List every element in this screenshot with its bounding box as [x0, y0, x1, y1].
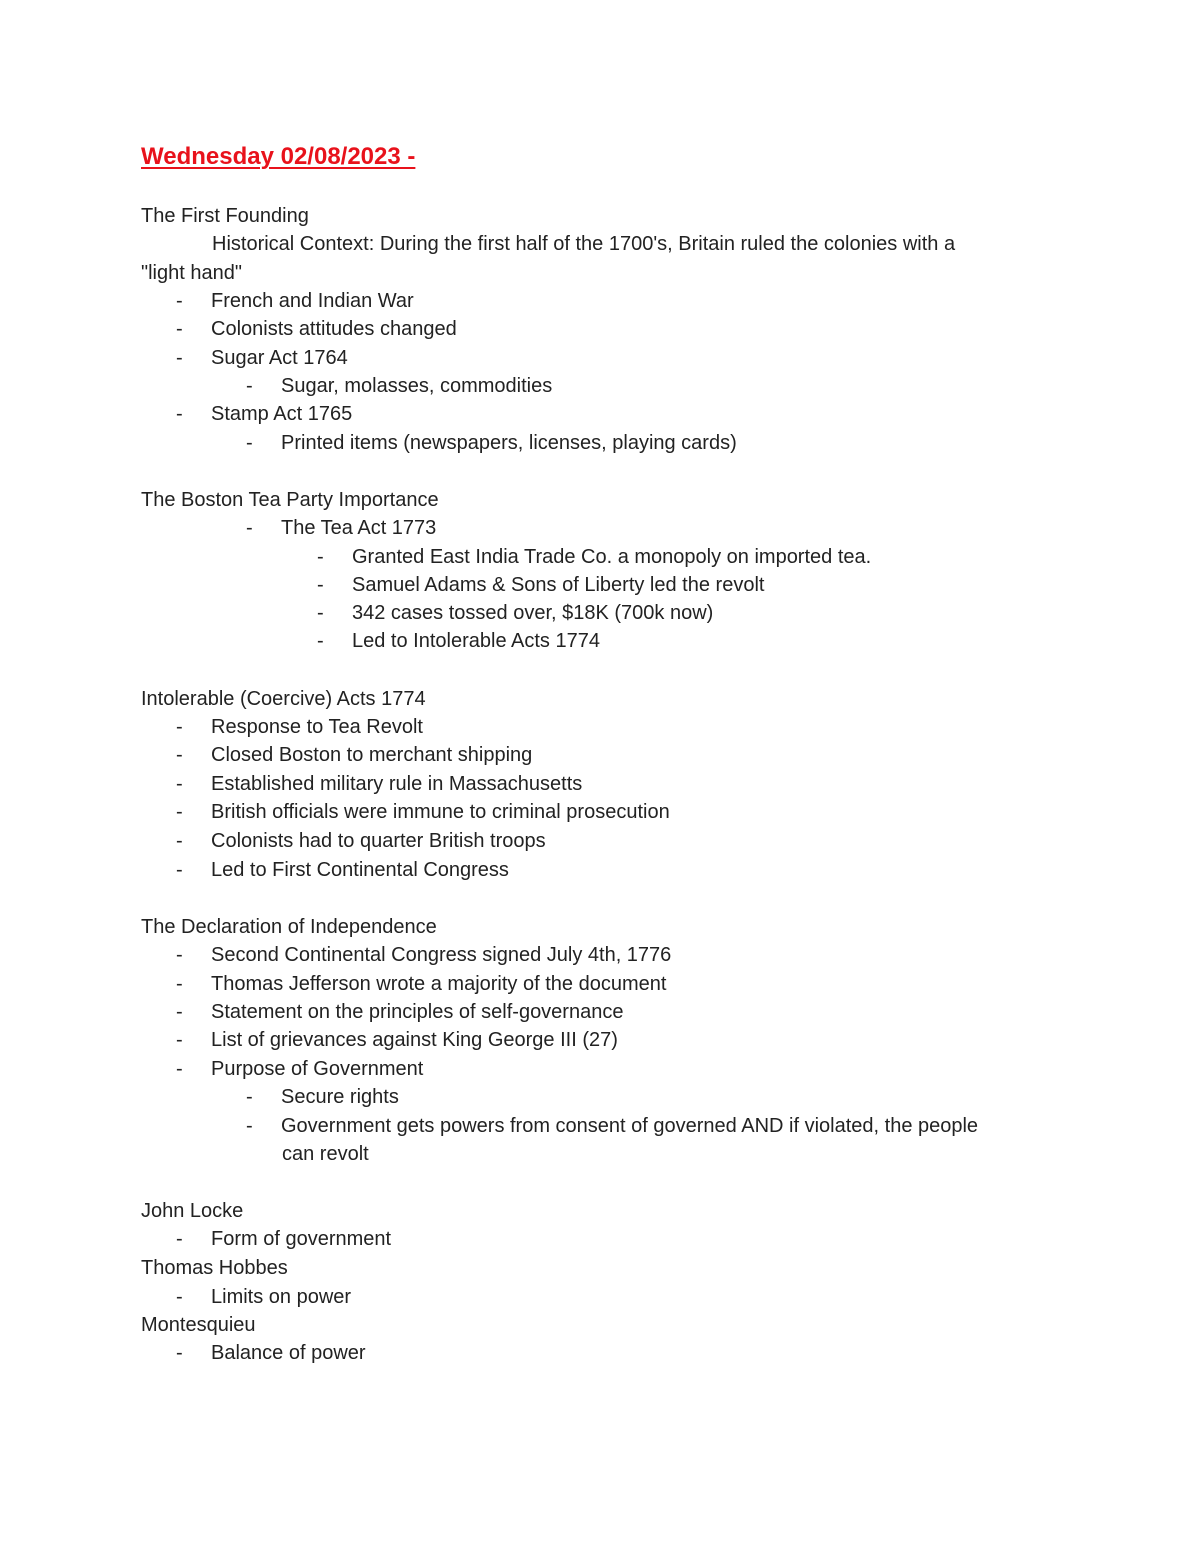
section-heading-thomas-hobbes: Thomas Hobbes [141, 1257, 288, 1279]
list-item-text: Limits on power [211, 1286, 352, 1308]
bullet-dash: - [246, 517, 253, 539]
bullet-dash: - [176, 347, 183, 369]
list-item-text: Sugar Act 1764 [211, 347, 348, 369]
bullet-dash: - [176, 290, 183, 312]
list-item-text: Government gets powers from consent of governed AND if violated, the people [281, 1115, 979, 1137]
section-heading-intolerable-acts: Intolerable (Coercive) Acts 1774 [141, 688, 426, 710]
bullet-dash: - [176, 716, 183, 738]
list-item-text: French and Indian War [211, 290, 414, 312]
bullet-dash: - [317, 602, 324, 624]
list-item-text: Secure rights [281, 1086, 399, 1108]
list-item-text: Closed Boston to merchant shipping [211, 744, 533, 766]
bullet-dash: - [176, 1058, 183, 1080]
historical-context-text: Historical Context: During the first half of the 1700's, Britain ruled the colonies with a [212, 233, 956, 255]
section-heading-first-founding: The First Founding [141, 205, 309, 227]
bullet-dash: - [176, 830, 183, 852]
list-item-text: Colonists attitudes changed [211, 318, 457, 340]
bullet-dash: - [317, 574, 324, 596]
list-item-text: Thomas Jefferson wrote a majority of the document [211, 973, 667, 995]
list-item-text: Led to Intolerable Acts 1774 [352, 630, 600, 652]
bullet-dash: - [176, 1342, 183, 1364]
list-item-text: Second Continental Congress signed July 4th, 1776 [211, 944, 672, 966]
bullet-dash: - [176, 1228, 183, 1250]
bullet-dash: - [176, 744, 183, 766]
section-heading-boston-tea-party: The Boston Tea Party Importance [141, 489, 439, 511]
list-item-text: Colonists had to quarter British troops [211, 830, 546, 852]
list-item-text: 342 cases tossed over, $18K (700k now) [352, 602, 714, 624]
list-item-text: Established military rule in Massachusetts [211, 773, 583, 795]
bullet-dash: - [246, 375, 253, 397]
list-item-text: Printed items (newspapers, licenses, playing cards) [281, 432, 737, 454]
bullet-dash: - [176, 403, 183, 425]
bullet-dash: - [246, 1115, 253, 1137]
list-item-text-continued: can revolt [282, 1143, 369, 1165]
bullet-dash: - [176, 1029, 183, 1051]
bullet-dash: - [176, 973, 183, 995]
section-heading-declaration: The Declaration of Independence [141, 916, 437, 938]
bullet-dash: - [176, 1286, 183, 1308]
bullet-dash: - [317, 546, 324, 568]
bullet-dash: - [176, 801, 183, 823]
list-item-text: Stamp Act 1765 [211, 403, 353, 425]
bullet-dash: - [246, 1086, 253, 1108]
section-heading-john-locke: John Locke [141, 1200, 244, 1222]
bullet-dash: - [317, 630, 324, 652]
list-item-text: Form of government [211, 1228, 392, 1250]
list-item-text: Sugar, molasses, commodities [281, 375, 553, 397]
list-item-text: Samuel Adams & Sons of Liberty led the revolt [352, 574, 765, 596]
bullet-dash: - [176, 318, 183, 340]
bullet-dash: - [176, 773, 183, 795]
bullet-dash: - [176, 1001, 183, 1023]
bullet-dash: - [176, 944, 183, 966]
page-title: Wednesday 02/08/2023 - [141, 143, 416, 170]
list-item-text: The Tea Act 1773 [281, 517, 437, 539]
list-item-text: Granted East India Trade Co. a monopoly on imported tea. [352, 546, 872, 568]
list-item-text: List of grievances against King George III (27) [211, 1029, 618, 1051]
list-item-text: Response to Tea Revolt [211, 716, 423, 738]
section-heading-montesquieu: Montesquieu [141, 1314, 256, 1336]
bullet-dash: - [246, 432, 253, 454]
list-item-text: Statement on the principles of self-governance [211, 1001, 624, 1023]
list-item-text: Led to First Continental Congress [211, 859, 509, 881]
list-item-text: Balance of power [211, 1342, 366, 1364]
historical-context-text-continued: "light hand" [141, 262, 242, 284]
bullet-dash: - [176, 859, 183, 881]
list-item-text: Purpose of Government [211, 1058, 424, 1080]
list-item-text: British officials were immune to criminal prosecution [211, 801, 670, 823]
